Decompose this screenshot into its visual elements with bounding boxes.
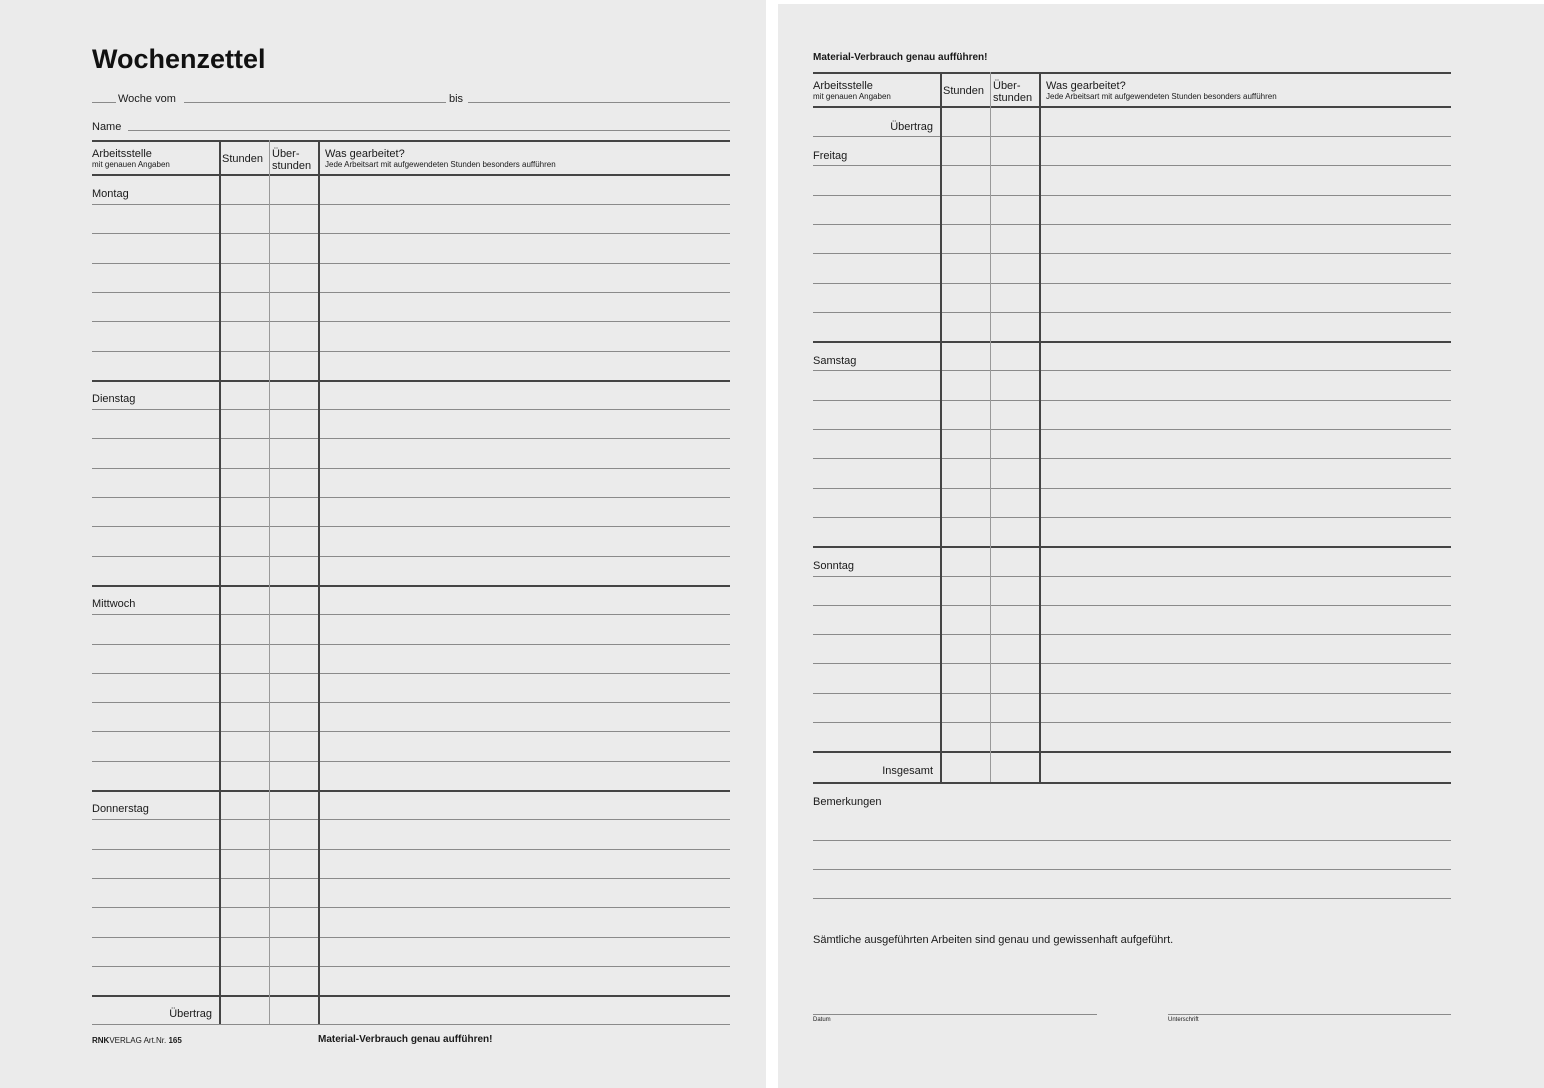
entry-row-line[interactable] bbox=[813, 165, 1451, 166]
entry-row-line[interactable] bbox=[813, 605, 1451, 606]
entry-row-line[interactable] bbox=[813, 253, 1451, 254]
entry-row-line[interactable] bbox=[92, 263, 730, 264]
entry-row-line[interactable] bbox=[92, 351, 730, 352]
col-header-workplace: Arbeitsstelle mit genauen Angaben bbox=[92, 148, 170, 169]
carry-over-label: Übertrag bbox=[169, 1008, 212, 1020]
entry-row-line[interactable] bbox=[92, 497, 730, 498]
col-divider-1 bbox=[940, 72, 942, 782]
entry-row-line[interactable] bbox=[813, 370, 1451, 371]
entry-row-line[interactable] bbox=[92, 526, 730, 527]
col-divider-3 bbox=[1039, 72, 1041, 782]
header-bottom-border bbox=[92, 174, 730, 176]
day-separator-line[interactable] bbox=[813, 341, 1451, 343]
day-separator-line[interactable] bbox=[813, 751, 1451, 753]
time-table-right bbox=[813, 72, 1451, 782]
entry-row-line[interactable] bbox=[92, 878, 730, 879]
entry-row-line[interactable] bbox=[92, 409, 730, 410]
col-header-workplace: Arbeitsstelle mit genauen Angaben bbox=[813, 80, 891, 101]
completion-statement: Sämtliche ausgeführten Arbeiten sind genau und gewissenhaft aufgeführt. bbox=[813, 934, 1174, 946]
entry-row-line[interactable] bbox=[813, 517, 1451, 518]
entry-row-line[interactable] bbox=[813, 283, 1451, 284]
day-separator-line[interactable] bbox=[92, 995, 730, 997]
entry-row-line[interactable] bbox=[813, 312, 1451, 313]
col-divider-3 bbox=[318, 140, 320, 1024]
entry-row-line[interactable] bbox=[92, 1024, 730, 1025]
entry-row-line[interactable] bbox=[92, 468, 730, 469]
total-label: Insgesamt bbox=[882, 765, 933, 777]
name-field[interactable] bbox=[128, 130, 730, 131]
entry-row-line[interactable] bbox=[92, 321, 730, 322]
day-label-saturday: Samstag bbox=[813, 355, 857, 367]
footer-publisher: RNKVERLAG Art.Nr. 165 bbox=[92, 1036, 182, 1045]
signature-label: Unterschrift bbox=[1168, 1017, 1199, 1023]
entry-row-line[interactable] bbox=[92, 438, 730, 439]
col-header-hours: Stunden bbox=[222, 153, 263, 165]
date-label: Datum bbox=[813, 1017, 831, 1023]
col-header-work: Was gearbeitet? Jede Arbeitsart mit aufgewendeten Stunden besonders aufführen bbox=[325, 148, 556, 169]
col-header-overtime: Über- stunden bbox=[993, 80, 1033, 104]
entry-row-line[interactable] bbox=[813, 488, 1451, 489]
entry-row-line[interactable] bbox=[92, 966, 730, 967]
remarks-line-2[interactable] bbox=[813, 869, 1451, 870]
week-to-field[interactable] bbox=[468, 102, 730, 103]
entry-row-line[interactable] bbox=[92, 556, 730, 557]
day-separator-line[interactable] bbox=[813, 546, 1451, 548]
signature-field[interactable] bbox=[1168, 1014, 1451, 1015]
table-top-border bbox=[813, 72, 1451, 74]
entry-row-line[interactable] bbox=[92, 702, 730, 703]
day-separator-line[interactable] bbox=[92, 585, 730, 587]
entry-row-line[interactable] bbox=[813, 722, 1451, 723]
col-divider-1 bbox=[219, 140, 221, 1024]
entry-row-line[interactable] bbox=[813, 634, 1451, 635]
entry-row-line[interactable] bbox=[92, 937, 730, 938]
day-separator-line[interactable] bbox=[92, 380, 730, 382]
entry-row-line[interactable] bbox=[92, 233, 730, 234]
day-label-tuesday: Dienstag bbox=[92, 393, 136, 405]
entry-row-line[interactable] bbox=[92, 673, 730, 674]
col-header-overtime: Über- stunden bbox=[272, 148, 312, 172]
col-header-work: Was gearbeitet? Jede Arbeitsart mit aufgewendeten Stunden besonders aufführen bbox=[1046, 80, 1277, 101]
form-page-left bbox=[0, 0, 766, 1088]
day-separator-line[interactable] bbox=[92, 790, 730, 792]
entry-row-line[interactable] bbox=[813, 693, 1451, 694]
week-from-label: Woche vom bbox=[118, 93, 176, 105]
entry-row-line[interactable] bbox=[813, 136, 1451, 137]
col-divider-2 bbox=[269, 140, 270, 1024]
entry-row-line[interactable] bbox=[813, 195, 1451, 196]
entry-row-line[interactable] bbox=[92, 731, 730, 732]
entry-row-line[interactable] bbox=[92, 849, 730, 850]
date-field[interactable] bbox=[813, 1014, 1097, 1015]
entry-row-line[interactable] bbox=[92, 614, 730, 615]
entry-row-line[interactable] bbox=[813, 458, 1451, 459]
entry-row-line[interactable] bbox=[813, 576, 1451, 577]
entry-row-line[interactable] bbox=[92, 819, 730, 820]
entry-row-line[interactable] bbox=[92, 907, 730, 908]
entry-row-line[interactable] bbox=[92, 644, 730, 645]
day-label-thursday: Donnerstag bbox=[92, 803, 149, 815]
time-table-left bbox=[92, 140, 730, 1024]
day-label-monday: Montag bbox=[92, 188, 129, 200]
carry-over-label: Übertrag bbox=[890, 121, 933, 133]
day-label-sunday: Sonntag bbox=[813, 560, 854, 572]
day-label-friday: Freitag bbox=[813, 150, 848, 162]
header-bottom-border bbox=[813, 106, 1451, 108]
col-divider-2 bbox=[990, 72, 991, 782]
form-page-right bbox=[778, 4, 1544, 1088]
name-label: Name bbox=[92, 121, 122, 133]
entry-row-line[interactable] bbox=[813, 429, 1451, 430]
week-from-field[interactable] bbox=[184, 102, 446, 103]
material-note: Material-Verbrauch genau aufführen! bbox=[813, 52, 988, 63]
entry-row-line[interactable] bbox=[92, 761, 730, 762]
entry-row-line[interactable] bbox=[92, 204, 730, 205]
table-top-border bbox=[92, 140, 730, 142]
entry-row-line[interactable] bbox=[813, 663, 1451, 664]
entry-row-line[interactable] bbox=[813, 400, 1451, 401]
remarks-label: Bemerkungen bbox=[813, 796, 882, 808]
week-number-field[interactable] bbox=[92, 102, 116, 103]
week-to-label: bis bbox=[449, 93, 464, 105]
form-title: Wochenzettel bbox=[92, 44, 266, 74]
col-header-hours: Stunden bbox=[943, 85, 984, 97]
remarks-line-1[interactable] bbox=[813, 840, 1451, 841]
entry-row-line[interactable] bbox=[813, 224, 1451, 225]
footer-material-note: Material-Verbrauch genau aufführen! bbox=[318, 1034, 493, 1045]
remarks-line-3[interactable] bbox=[813, 898, 1451, 899]
entry-row-line[interactable] bbox=[92, 292, 730, 293]
day-label-wednesday: Mittwoch bbox=[92, 598, 136, 610]
table-bottom-border bbox=[813, 782, 1451, 784]
